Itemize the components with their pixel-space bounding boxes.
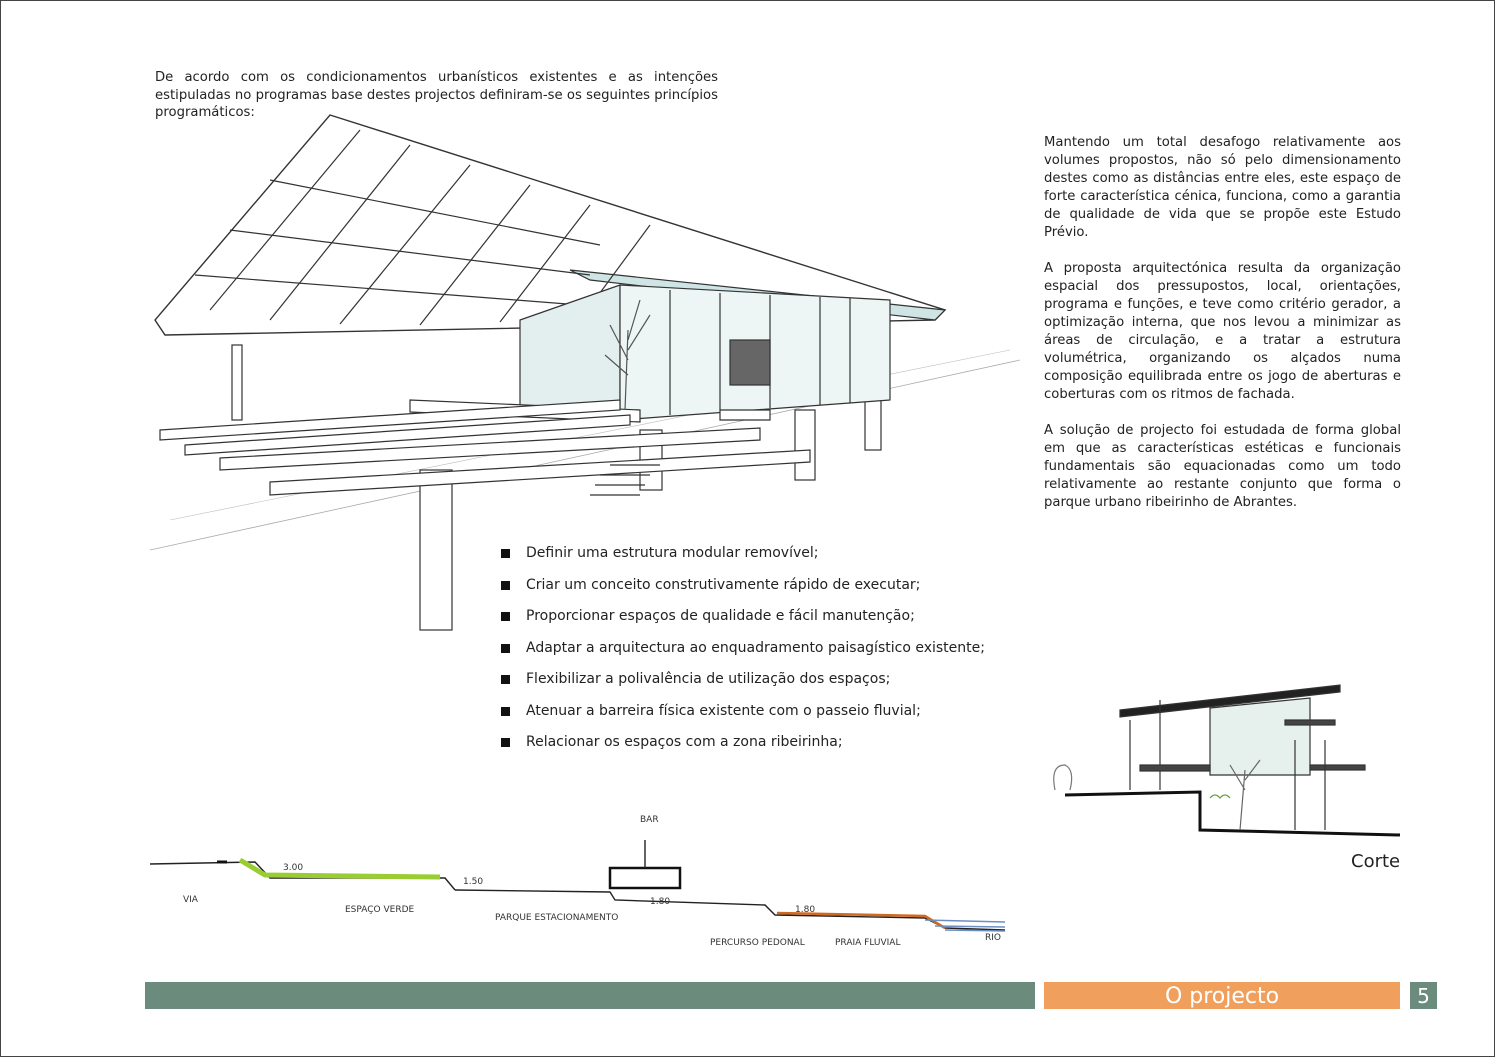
level-1-label: 3.00 bbox=[283, 863, 304, 873]
intro-paragraph: De acordo com os condicionamentos urbanísticos existentes e as intenções estipuladas no programas base destes projectos definiram-se os seguintes princípios programáticos: bbox=[155, 70, 718, 120]
principle-text: Definir uma estrutura modular removível; bbox=[526, 545, 819, 561]
principle-item bbox=[500, 636, 985, 668]
principle-item bbox=[500, 604, 985, 636]
principle-text: Relacionar os espaços com a zona ribeirinha; bbox=[526, 734, 843, 750]
rio-label: RIO bbox=[985, 933, 1001, 943]
square-bullet-icon bbox=[501, 738, 510, 747]
page-number: 5 bbox=[1410, 982, 1437, 1009]
parque-estacionamento-label: PARQUE ESTACIONAMENTO bbox=[495, 913, 619, 923]
principle-item bbox=[500, 573, 985, 605]
level-4-label: 1.80 bbox=[795, 905, 816, 915]
section-title: O projecto bbox=[1044, 982, 1400, 1009]
principle-text: Flexibilizar a polivalência de utilização dos espaços; bbox=[526, 671, 891, 687]
description-column bbox=[1044, 134, 1401, 530]
site-section-sketch bbox=[145, 800, 1025, 970]
principle-item bbox=[500, 541, 985, 573]
square-bullet-icon bbox=[501, 644, 510, 653]
square-bullet-icon bbox=[501, 675, 510, 684]
description-paragraph-2: A proposta arquitectónica resulta da organização espacial dos pressupostos, local, orientações, programa e funções, e teve como critério gerador, a optimização interna, que nos levou a minimizar as áreas de circulação, e a tratar a estrutura volumétrica, organizando os alçados numa composição equilibrada entre os jogo de aberturas e coberturas com os ritmos de fachada. bbox=[1044, 261, 1401, 402]
level-3-label: 1.80 bbox=[650, 897, 671, 907]
corte-label: Corte bbox=[1351, 851, 1401, 872]
principle-text: Proporcionar espaços de qualidade e fácil manutenção; bbox=[526, 608, 915, 624]
via-label: VIA bbox=[183, 895, 198, 905]
footer-bar bbox=[145, 982, 1035, 1009]
principle-text: Atenuar a barreira física existente com o passeio fluvial; bbox=[526, 702, 921, 719]
description-paragraph-1: Mantendo um total desafogo relativamente aos volumes propostos, não só pelo dimensionamento destes como as distâncias entre eles, este espaço de forte característica cénica, funciona, como a garantia de qualidade de vida que se propõe este Estudo Prévio. bbox=[1044, 135, 1401, 240]
square-bullet-icon bbox=[501, 549, 510, 558]
espaco-verde-label: ESPAÇO VERDE bbox=[345, 905, 415, 915]
principle-text: Adaptar a arquitectura ao enquadramento paisagístico existente; bbox=[526, 639, 985, 656]
principle-item bbox=[500, 667, 985, 699]
square-bullet-icon bbox=[501, 707, 510, 716]
principle-item bbox=[500, 699, 985, 731]
principles-list bbox=[500, 541, 985, 762]
principle-text: Criar um conceito construtivamente rápido de executar; bbox=[526, 576, 921, 593]
corte-sketch bbox=[1040, 680, 1410, 850]
percurso-pedonal-label: PERCURSO PEDONAL bbox=[710, 938, 805, 948]
principle-item bbox=[500, 730, 985, 762]
bar-label: BAR bbox=[640, 815, 659, 825]
level-2-label: 1.50 bbox=[463, 877, 484, 887]
square-bullet-icon bbox=[501, 581, 510, 590]
praia-fluvial-label: PRAIA FLUVIAL bbox=[835, 938, 901, 948]
square-bullet-icon bbox=[501, 612, 510, 621]
description-paragraph-3: A solução de projecto foi estudada de forma global em que as características estéticas e funcionais fundamentais são equacionadas como um todo relativamente ao restante conjunto que forma o parque urbano ribeirinho de Abrantes. bbox=[1044, 423, 1401, 510]
